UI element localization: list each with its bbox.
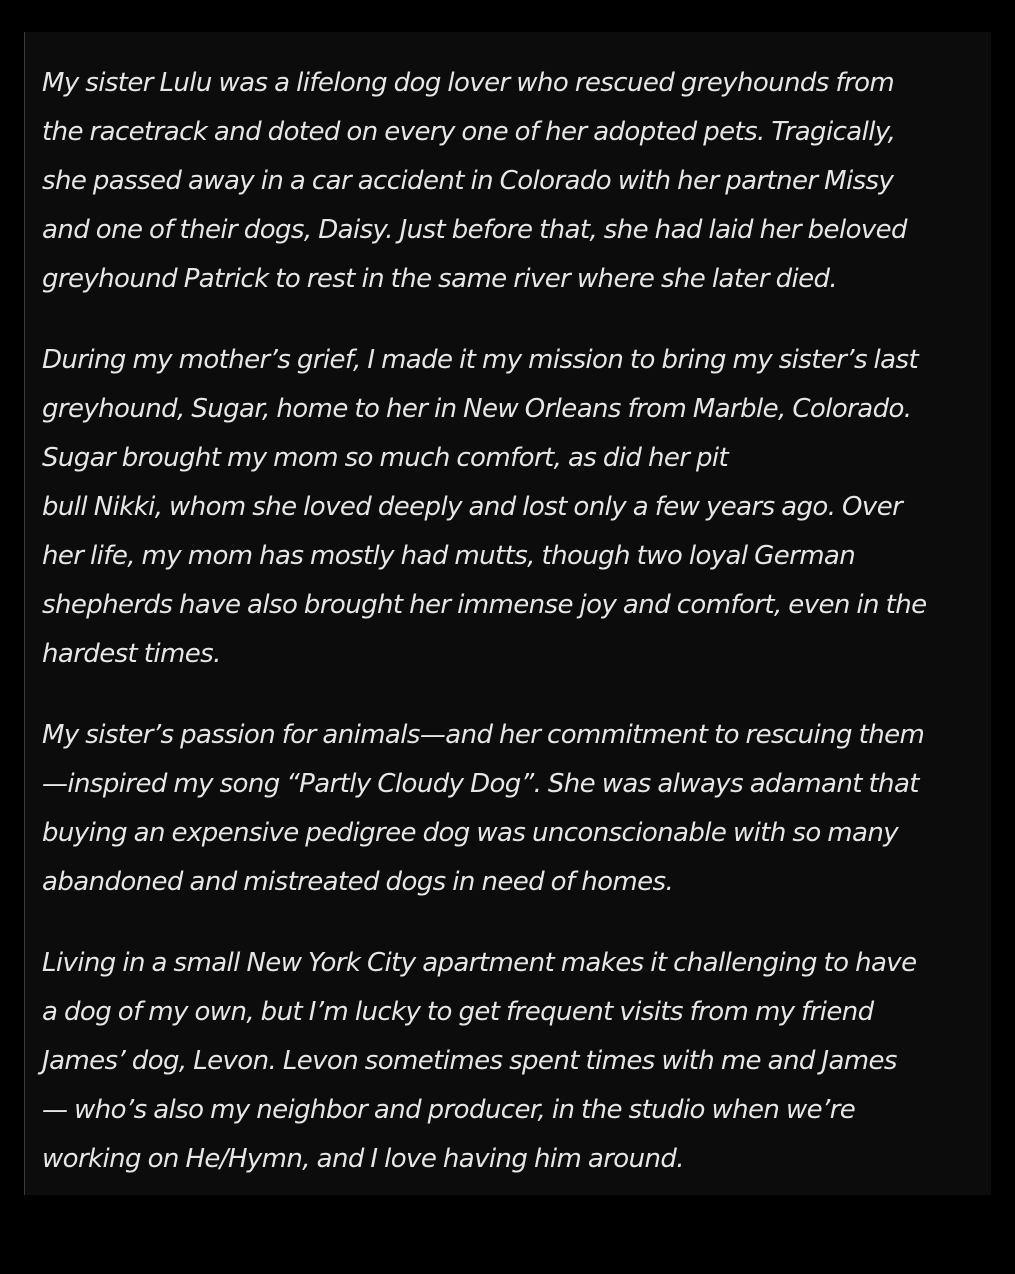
text-line: My sister’s passion for animals—and her commitment to rescuing them	[42, 720, 925, 750]
paragraph-1	[42, 59, 975, 304]
text-line: My sister Lulu was a lifelong dog lover who rescued greyhounds from	[42, 68, 895, 98]
text-line: During my mother’s grief, I made it my mission to bring my sister’s last	[42, 345, 919, 375]
text-line: greyhound, Sugar, home to her in New Orleans from Marble, Colorado.	[42, 394, 912, 424]
text-line: —inspired my song “Partly Cloudy Dog”. She was always adamant that	[42, 769, 919, 799]
text-line: buying an expensive pedigree dog was unconscionable with so many	[42, 818, 899, 848]
text-line: bull Nikki, whom she loved deeply and lost only a few years ago. Over	[42, 492, 903, 522]
text-line: — who’s also my neighbor and producer, in the studio when we’re	[42, 1095, 856, 1125]
text-line: and one of their dogs, Daisy. Just before that, she had laid her beloved	[42, 215, 907, 245]
text-line: her life, my mom has mostly had mutts, though two loyal German	[42, 541, 856, 571]
paragraph-3	[42, 711, 975, 907]
text-line: a dog of my own, but I’m lucky to get frequent visits from my friend	[42, 997, 874, 1027]
text-line: the racetrack and doted on every one of her adopted pets. Tragically,	[42, 117, 896, 147]
text-line: Living in a small New York City apartment makes it challenging to have	[42, 948, 917, 978]
text-line: she passed away in a car accident in Colorado with her partner Missy	[42, 166, 894, 196]
text-line: greyhound Patrick to rest in the same river where she later died.	[42, 264, 838, 294]
paragraph-4	[42, 939, 975, 1184]
text-line: working on He/Hymn, and I love having him around.	[42, 1144, 684, 1174]
text-line: Sugar brought my mom so much comfort, as did her pit	[42, 443, 729, 473]
text-line: abandoned and mistreated dogs in need of homes.	[42, 867, 674, 897]
text-line: shepherds have also brought her immense joy and comfort, even in the	[42, 590, 927, 620]
quote-panel	[24, 32, 991, 1195]
paragraph-2	[42, 336, 975, 679]
text-line: hardest times.	[42, 639, 221, 669]
text-line: James’ dog, Levon. Levon sometimes spent times with me and James	[42, 1046, 897, 1076]
